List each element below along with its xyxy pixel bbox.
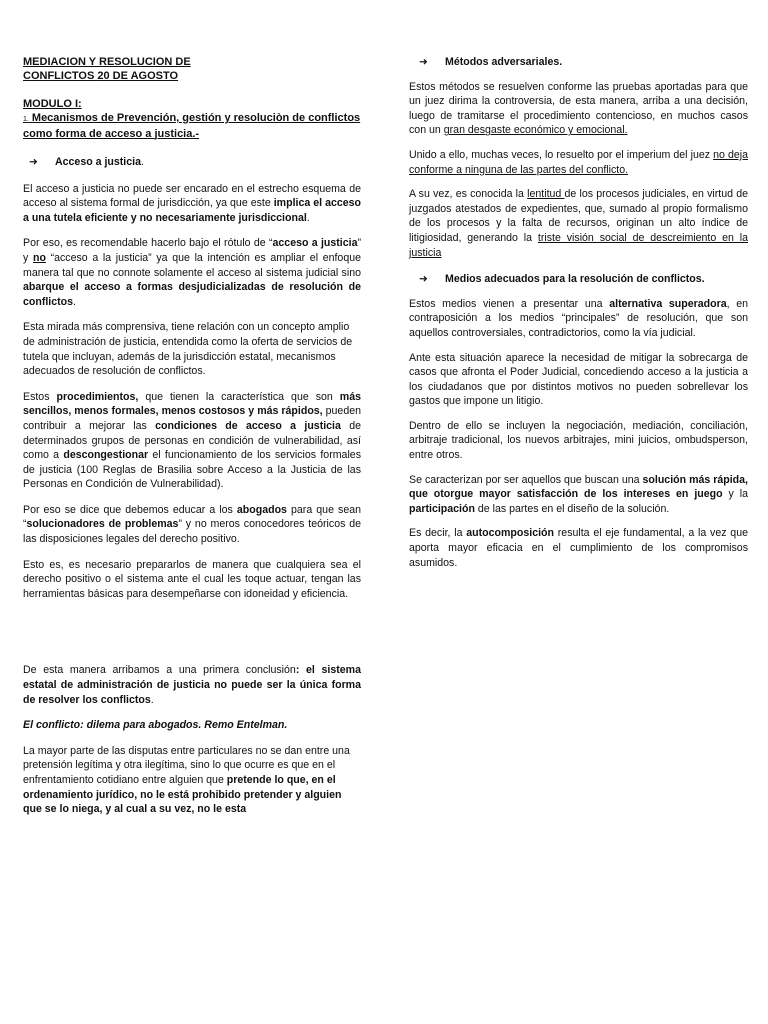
module-heading: MODULO I: xyxy=(23,98,82,110)
paragraph xyxy=(409,80,748,138)
module-sub-b: como forma de acceso a xyxy=(23,128,155,140)
module-number: 1. xyxy=(23,116,29,123)
text-bold: condiciones de acceso a justicia xyxy=(155,419,341,432)
paragraph: Dentro de ello se incluyen la negociación, mediación, conciliación, arbitraje tradicional, los nuevos arbitrajes, mini juicios, ombudsperson, entre otros. xyxy=(409,419,748,462)
text: Por eso, es recomendable hacerlo bajo el rótulo de “ xyxy=(23,237,273,250)
text-bold: descongestionar xyxy=(63,449,149,462)
bullet-label: Medios adecuados para la resolución de conflictos. xyxy=(445,273,705,286)
paragraph xyxy=(23,390,361,492)
text: de los procesos judiciales, en virtud de juzgados atestados de expedientes, que, sumado al propio formalismo de los procesos y la falta de recursos, originan un alto índice de litigiosidad, generando la xyxy=(409,188,748,244)
text: A su vez, es conocida la xyxy=(409,188,528,201)
text: ” y xyxy=(23,237,362,264)
text: de determinados grupos de personas en condición de vulnerabilidad, así como a xyxy=(23,419,361,462)
paragraph: Esta mirada más comprensiva, tiene relación con un concepto amplio de administración de justicia, entendida como la oferta de servicios de tutela que incluyan, además de la jurisdicción estatal, mecanismos adecuados de resolución de conflictos. xyxy=(23,321,353,378)
text-bold: participación xyxy=(409,502,475,515)
paragraph xyxy=(409,473,748,517)
paragraph: Esto es, es necesario prepararlos de manera que cualquiera sea el derecho positivo o el sistema ante el cual les toque actuar, tengan las herramientas básicas para desempeñarse con idoneidad y eficiencia. xyxy=(23,558,361,600)
text-bold: procedimientos, xyxy=(56,390,139,403)
text: el funcionamiento de los servicios formales de justicia (100 Reglas de Brasilia sobre Acceso a la Justicia de las Personas en Condición de Vulnerabilidad). xyxy=(23,449,361,491)
text-bold: : el sistema estatal de administración de justicia no puede ser la única forma de resolver los conflictos xyxy=(23,664,361,706)
bullet-label: Métodos adversariales. xyxy=(445,56,563,68)
text-underline: no deja conforme a ninguna de las partes del conflicto. xyxy=(409,148,748,176)
arrow-icon: ➜ xyxy=(419,273,428,286)
text: “acceso a la justicia” ya que la intención es ampliar el enfoque manera tal que no connote solamente el acceso al sistema judicial sino xyxy=(23,251,361,279)
text-bold: solución más rápida, que otorgue mayor satisfacción de los intereses en juego xyxy=(409,473,748,501)
text: Estos xyxy=(23,390,57,403)
text-bold: pretende lo que, en el ordenamiento jurídico, no le está prohibido pretender y alguien que se lo niega, y al cual a su vez, no le esta xyxy=(23,774,342,816)
document-title xyxy=(23,55,361,83)
text: El acceso a justicia no puede ser encarado en el estrecho esquema de acceso al sistema formal de jurisdicción, ya que este xyxy=(23,182,361,210)
text-bold: implica el acceso a una tutela eficiente y no necesariamente jurisdiccional xyxy=(23,197,361,224)
paragraph: Ante esta situación aparece la necesidad de mitigar la sobrecarga de casos que afronta el Poder Judicial, concediendo acceso a la justicia a los ciudadanos que por distintos motivos no pueden sobrellevar los gastos que impone un litigio. xyxy=(409,351,748,408)
text: pueden contribuir a mejorar las xyxy=(23,405,361,432)
text: La mayor parte de las disputas entre particulares no se dan entre una pretensión legítima y otra ilegítima, sino lo que ocurre es que en el enfrentamiento cotidiano entre alguien que xyxy=(23,744,350,786)
text: . xyxy=(73,295,76,308)
text: De esta manera arribamos a una primera conclusión xyxy=(23,664,296,677)
left-column xyxy=(23,55,361,817)
bullet-metodos-adversariales xyxy=(419,55,748,70)
text: para que sean “ xyxy=(23,503,361,531)
module-sub-c: justicia.- xyxy=(154,128,200,140)
paragraph xyxy=(409,148,748,177)
text-bold: autocomposición xyxy=(466,527,554,540)
text-bold: abarque el acceso a formas desjudicializadas de resolución de conflictos xyxy=(23,281,361,308)
text: Estos medios vienen a presentar una xyxy=(409,297,610,310)
subheading-conflicto: El conflicto: dilema para abogados. Remo Entelman. xyxy=(23,719,288,732)
module-subheading xyxy=(23,111,361,141)
bullet-acceso-a-justicia xyxy=(29,155,361,170)
text-bold: acceso a justicia xyxy=(272,237,358,250)
text: resulta el eje fundamental, a la vez que aporta mayor eficacia en el cumplimiento de los compromisos asumidos. xyxy=(409,527,748,569)
text: Estos métodos se resuelven conforme las pruebas aportadas para que un juez dirima la controversia, de esta manera, arriba a una decisión, luego de tramitarse el procedimiento contencioso, en muchos casos con un xyxy=(409,80,748,137)
bullet-bold: Acceso a justicia xyxy=(55,156,141,168)
right-column xyxy=(409,55,748,570)
text: . xyxy=(306,211,310,224)
text: y la xyxy=(722,488,748,501)
paragraph xyxy=(23,503,361,547)
paragraph xyxy=(23,744,361,817)
text: Se caracterizan por ser aquellos que buscan una xyxy=(409,473,643,486)
arrow-icon: ➜ xyxy=(29,156,38,168)
paragraph xyxy=(409,187,748,260)
paragraph xyxy=(23,182,361,226)
text-bold: solucionadores de problemas xyxy=(26,518,179,531)
bullet-label xyxy=(55,155,144,170)
title-line-1: MEDIACION Y RESOLUCION DE xyxy=(23,56,191,68)
text: . xyxy=(150,693,154,706)
paragraph xyxy=(409,297,748,341)
text: que tienen la característica que son xyxy=(138,390,340,403)
text: ” y no meros conocedores teóricos de las disposiciones legales del derecho positivo. xyxy=(23,518,361,546)
bullet-end: . xyxy=(140,156,144,168)
module-sub-a: Mecanismos de Prevención, gestión y resoluciòn de conflictos xyxy=(28,112,361,124)
text-underline: gran desgaste económico y emocional. xyxy=(443,124,628,137)
text: Por eso se dice que debemos educar a los xyxy=(23,503,237,516)
title-line-2: CONFLICTOS xyxy=(23,70,98,82)
paragraph xyxy=(409,526,748,570)
text: , en contraposición a los medios “principales” de resolución, que son aquellos controversiales, contradictorios, como la vía judicial. xyxy=(409,297,749,339)
text: Unido a ello, muchas veces, lo resuelto por el imperium del juez xyxy=(409,148,714,161)
text-bold: más sencillos, menos formales, menos costosos y más rápidos, xyxy=(23,390,361,418)
title-date: 20 DE AGOSTO xyxy=(97,70,179,82)
paragraph xyxy=(23,236,361,309)
text-underline: triste visión social de descreimiento en la justicia xyxy=(409,231,748,259)
text-bold: abogados xyxy=(236,503,287,516)
arrow-icon: ➜ xyxy=(419,56,428,68)
text-bold-underline: no xyxy=(32,251,46,264)
text-underline: lentitud xyxy=(527,188,565,201)
paragraph-conclusion xyxy=(23,663,361,707)
bullet-medios-adecuados xyxy=(419,272,748,287)
text-bold: alternativa superadora xyxy=(609,297,727,310)
text: de las partes en el diseño de la solución. xyxy=(474,502,670,515)
text: Es decir, la xyxy=(409,527,467,540)
